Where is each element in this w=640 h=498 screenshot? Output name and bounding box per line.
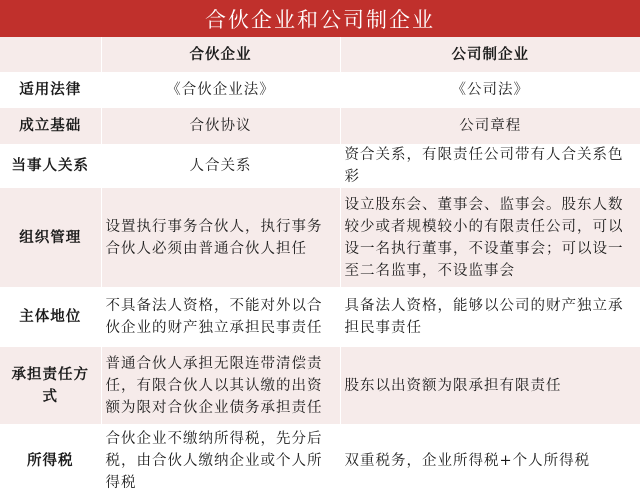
partnership-cell: 《合伙企业法》: [101, 72, 340, 108]
comparison-table: [0, 37, 640, 498]
row-label: 当事人关系: [0, 144, 101, 188]
header-empty: [0, 37, 101, 72]
table-row: [0, 424, 640, 498]
partnership-cell: 合伙协议: [101, 108, 340, 144]
table-row: [0, 347, 640, 424]
header-company: 公司制企业: [340, 37, 640, 72]
company-cell: 《公司法》: [340, 72, 640, 108]
row-label: 组织管理: [0, 188, 101, 287]
company-cell: 设立股东会、董事会、监事会。股东人数较少或者规模较小的有限责任公司，可以设一名执行董事，不设董事会；可以设一至二名监事，不设监事会: [340, 188, 640, 287]
table-row: [0, 188, 640, 287]
partnership-cell: 普通合伙人承担无限连带清偿责任，有限合伙人以其认缴的出资额为限对合伙企业债务承担责任: [101, 347, 340, 424]
row-label: 承担责任方式: [0, 347, 101, 424]
row-label: 成立基础: [0, 108, 101, 144]
row-label: 适用法律: [0, 72, 101, 108]
partnership-cell: 合伙企业不缴纳所得税，先分后税，由合伙人缴纳企业或个人所得税: [101, 424, 340, 498]
company-cell: 资合关系，有限责任公司带有人合关系色彩: [340, 144, 640, 188]
row-label: 所得税: [0, 424, 101, 498]
company-cell: 具备法人资格，能够以公司的财产独立承担民事责任: [340, 287, 640, 347]
row-label: 主体地位: [0, 287, 101, 347]
table-row: [0, 287, 640, 347]
partnership-cell: 人合关系: [101, 144, 340, 188]
company-cell: 双重税务，企业所得税+个人所得税: [340, 424, 640, 498]
header-partnership: 合伙企业: [101, 37, 340, 72]
table-row: [0, 144, 640, 188]
company-cell: 股东以出资额为限承担有限责任: [340, 347, 640, 424]
table-row: [0, 108, 640, 144]
partnership-cell: 设置执行事务合伙人，执行事务合伙人必须由普通合伙人担任: [101, 188, 340, 287]
company-cell: 公司章程: [340, 108, 640, 144]
partnership-cell: 不具备法人资格，不能对外以合伙企业的财产独立承担民事责任: [101, 287, 340, 347]
table-row: [0, 72, 640, 108]
header-row: [0, 37, 640, 72]
table-title: 合伙企业和公司制企业: [0, 0, 640, 37]
